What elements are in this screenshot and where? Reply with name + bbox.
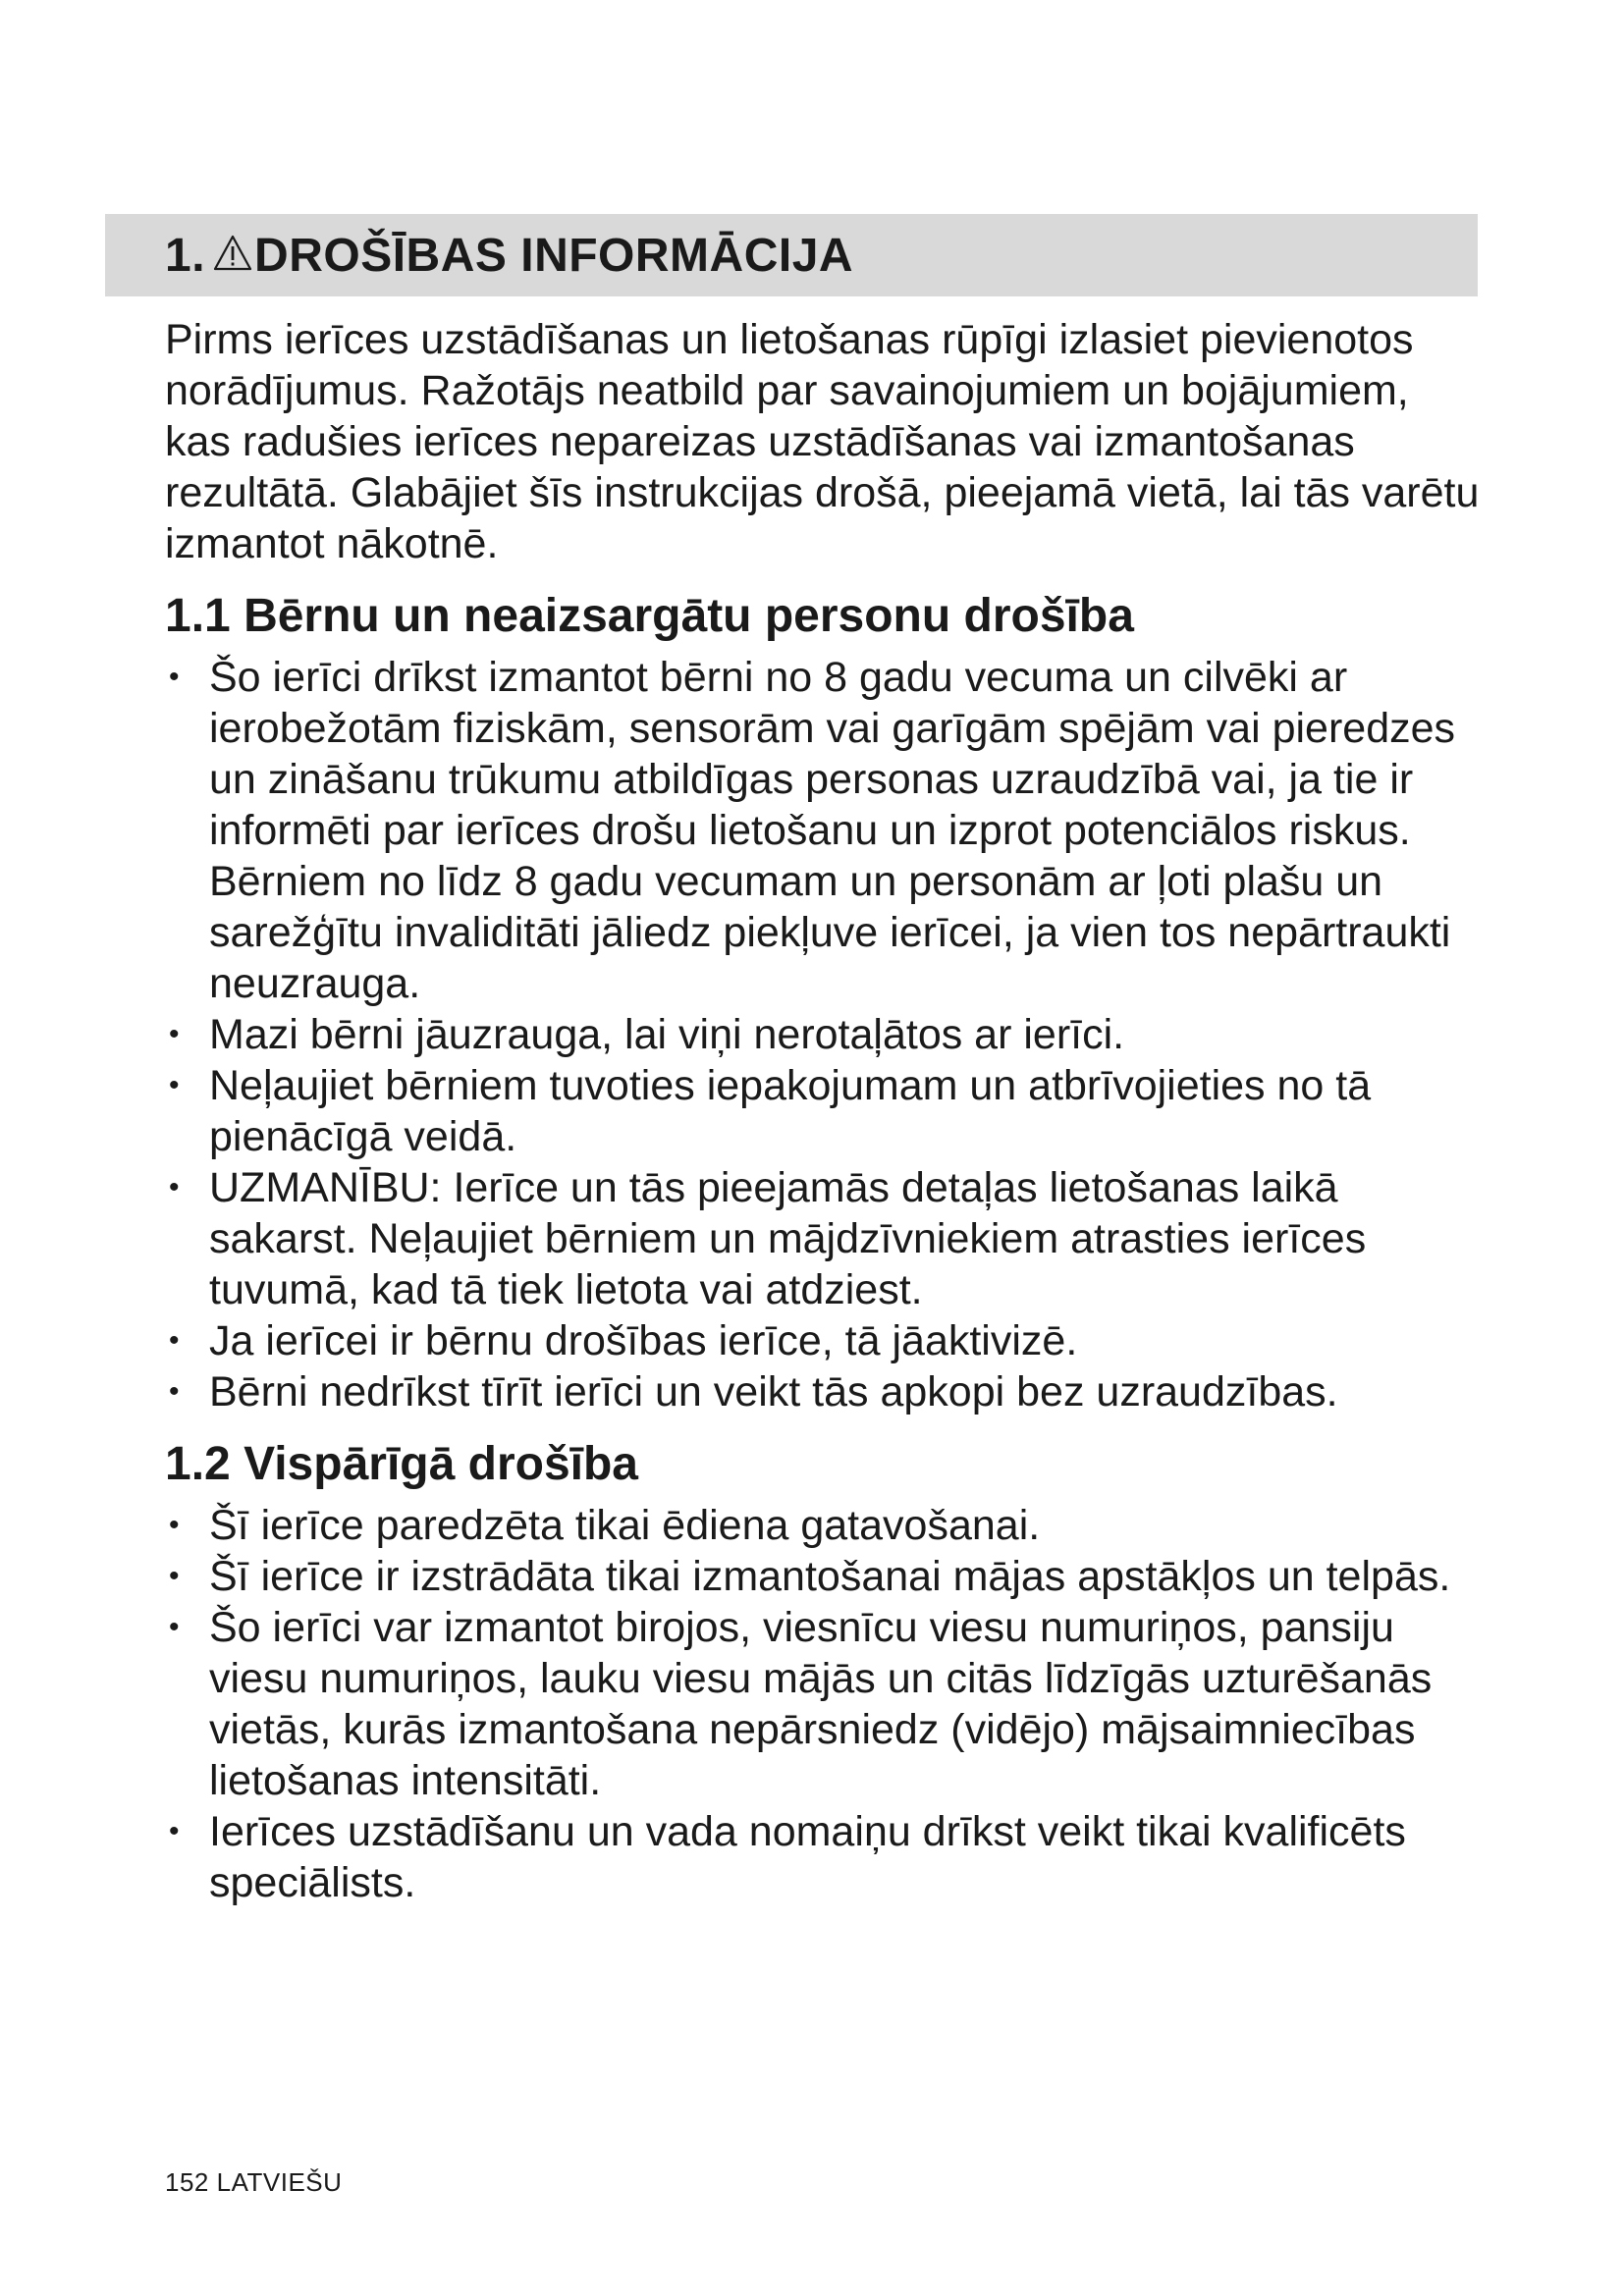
list-item-text: Šī ierīce ir izstrādāta tikai izmantošanai mājas apstākļos un telpās. [209, 1553, 1451, 1600]
warning-triangle-icon [213, 235, 252, 272]
section-number: 1. [165, 229, 206, 282]
bullet-dot: • [169, 1509, 180, 1541]
bullet-dot: • [169, 1324, 180, 1357]
list-item-text: UZMANĪBU: Ierīce un tās pieejamās detaļas lietošanas laikā sakarst. Neļaujiet bērniem un mājdzīvniekiem atrasties ierīces tuvumā, kad tā tiek lietota vai atdziest. [209, 1164, 1367, 1313]
list-item-text: Ja ierīcei ir bērnu drošības ierīce, tā jāaktivizē. [209, 1317, 1078, 1364]
bullet-dot: • [169, 1375, 180, 1408]
footer-language: LATVIEŠU [216, 2167, 343, 2197]
list-item [165, 1551, 1481, 1602]
list-item-text: Mazi bērni jāuzrauga, lai viņi nerotaļātos ar ierīci. [209, 1011, 1125, 1058]
page-number: 152 [165, 2167, 209, 2197]
list-item [165, 652, 1481, 1009]
bullet-dot: • [169, 1171, 180, 1203]
list-item [165, 1366, 1481, 1417]
list-item [165, 1315, 1481, 1366]
list-item [165, 1602, 1481, 1806]
bullet-dot: • [169, 1815, 180, 1847]
bullet-dot: • [169, 1069, 180, 1101]
subsection-child-safety [165, 589, 1481, 1417]
section-title [165, 229, 853, 283]
list-item [165, 1060, 1481, 1162]
list-item-text: Šo ierīci drīkst izmantot bērni no 8 gadu vecuma un cilvēki ar ierobežotām fiziskām, sensorām vai garīgām spējām vai pieredzes un zināšanu trūkumu atbildīgas personas uzraudzībā vai, ja tie ir informēti par ierīces drošu lietošanu un izprot potenciālos riskus. Bērniem no līdz 8 gadu vecumam un personām ar ļoti plašu un sarežģītu invaliditāti jāliedz piekļuve ierīcei, ja vien tos nepārtraukti neuzrauga. [209, 654, 1456, 1007]
list-item-text: Bērni nedrīkst tīrīt ierīci un veikt tās apkopi bez uzraudzības. [209, 1368, 1338, 1415]
list-item-text: Šī ierīce paredzēta tikai ēdiena gatavošanai. [209, 1502, 1041, 1549]
list-item [165, 1162, 1481, 1315]
document-body [165, 314, 1481, 1908]
subsection-heading: 1.1 Bērnu un neaizsargātu personu drošība [165, 590, 1134, 642]
bullet-list [165, 652, 1481, 1417]
subsection-heading: 1.2 Vispārīgā drošība [165, 1438, 638, 1490]
bullet-list [165, 1500, 1481, 1908]
list-item-text: Šo ierīci var izmantot birojos, viesnīcu viesu numuriņos, pansiju viesu numuriņos, lauku viesu mājās un citās līdzīgās uzturēšanās vietās, kurās izmantošana nepārsniedz (vidējo) mājsaimniecības lietošanas intensitāti. [209, 1604, 1433, 1804]
bullet-dot: • [169, 1611, 180, 1643]
section-title-text: DROŠĪBAS INFORMĀCIJA [254, 229, 854, 282]
list-item [165, 1500, 1481, 1551]
list-item [165, 1806, 1481, 1908]
intro-paragraph: Pirms ierīces uzstādīšanas un lietošanas rūpīgi izlasiet pievienotos norādījumus. Ražotājs neatbild par savainojumiem un bojājumiem, kas radušies ierīces nepareizas uzstādīšanas vai izmantošanas rezultātā. Glabājiet šīs instrukcijas drošā, pieejamā vietā, lai tās varētu izmantot nākotnē. [165, 316, 1480, 567]
subsection-general-safety [165, 1437, 1481, 1908]
bullet-dot: • [169, 661, 180, 693]
list-item-text: Ierīces uzstādīšanu un vada nomaiņu drīkst veikt tikai kvalificēts speciālists. [209, 1808, 1406, 1906]
bullet-dot: • [169, 1018, 180, 1050]
list-item-text: Neļaujiet bērniem tuvoties iepakojumam un atbrīvojieties no tā pienācīgā veidā. [209, 1062, 1372, 1160]
list-item [165, 1009, 1481, 1060]
page-footer [165, 2167, 342, 2198]
bullet-dot: • [169, 1560, 180, 1592]
section-header [105, 214, 1478, 296]
